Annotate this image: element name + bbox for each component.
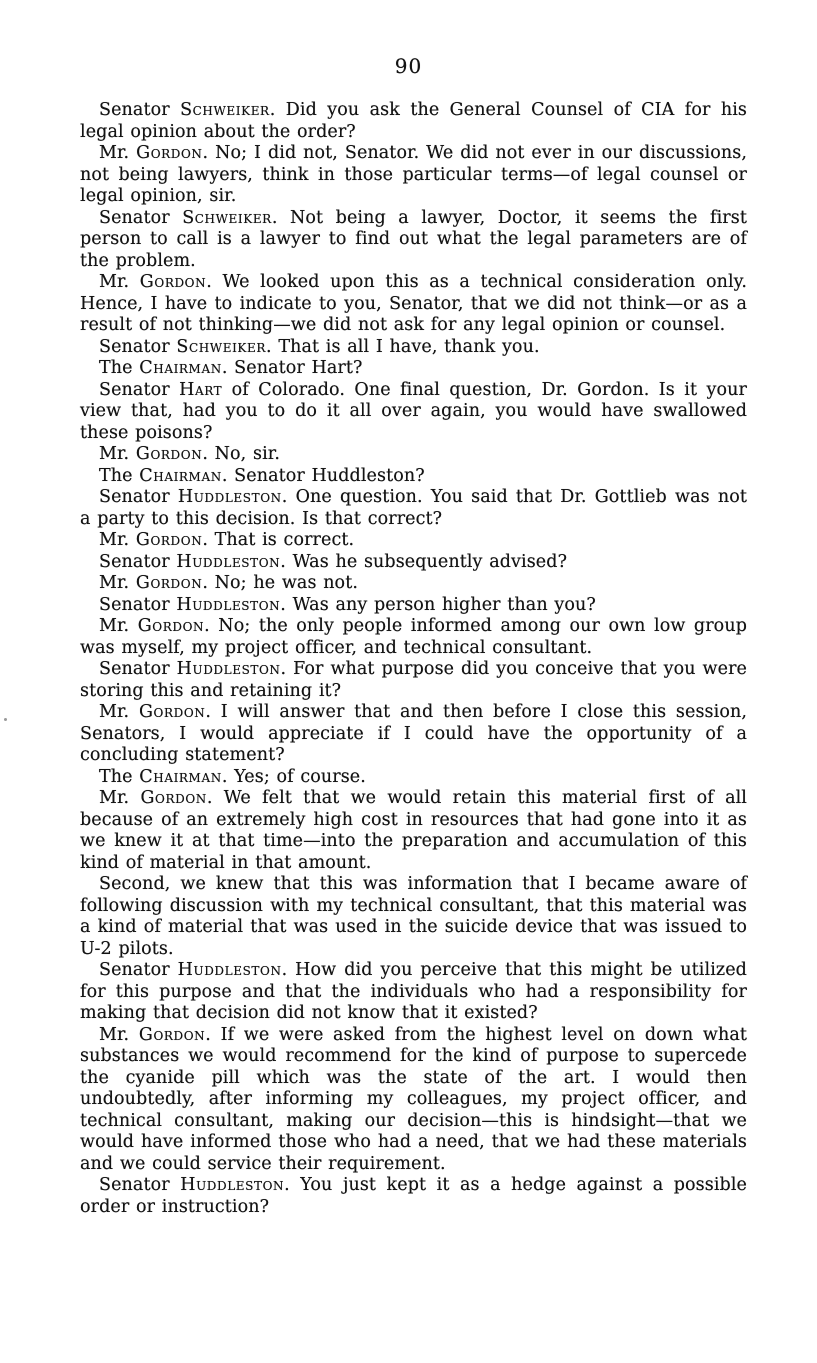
speaker-name: Huddleston (180, 1175, 285, 1195)
speaker-prefix: Mr. (99, 1024, 139, 1045)
transcript-paragraph (80, 100, 747, 143)
paragraph-text: . You just kept it as a hedge against a possible order or instruction? (80, 1175, 747, 1217)
speaker-prefix: Senator (99, 487, 178, 507)
speaker-prefix: Mr. (99, 573, 136, 593)
speaker-name: Gordon (138, 702, 206, 722)
scan-speck (4, 718, 7, 721)
speaker-prefix: Mr. (99, 530, 136, 550)
transcript-paragraph (80, 530, 747, 552)
transcript-paragraph (80, 272, 747, 337)
paragraph-text: . Was he subsequently advised? (280, 551, 568, 572)
speaker-prefix: Senator (99, 659, 177, 679)
transcript-paragraph (80, 487, 747, 530)
paragraph-text: . We looked upon this as a technical consideration only. Hence, I have to indicate to you, Senator, that we did not think—or as a result of not thinking—we did not ask for any legal opinion or counsel. (80, 272, 747, 335)
transcript-paragraph (80, 466, 747, 488)
speaker-name: Huddleston (176, 551, 281, 572)
speaker-prefix: Mr. (99, 272, 140, 292)
speaker-name: Schweiker (180, 100, 270, 120)
paragraph-text: . Senator Hart? (221, 358, 363, 378)
speaker-prefix: The (99, 766, 140, 787)
paragraph-text: . No; the only people informed among our own low group was myself, my project officer, and technical consultant. (80, 616, 747, 658)
speaker-name: Chairman (139, 766, 222, 787)
speaker-prefix: Senator (99, 207, 183, 228)
speaker-prefix: Mr. (99, 444, 136, 464)
transcript-paragraph (80, 337, 747, 359)
speaker-name: Gordon (140, 788, 207, 808)
speaker-prefix: Mr. (99, 788, 141, 808)
paragraph-text: . We felt that we would retain this material first of all because of an extremely high cost in resources that had gone into it as we knew it at that time—into the preparation and accumulation of this kind of material in that amount. (80, 788, 747, 873)
speaker-prefix: Mr. (99, 702, 139, 722)
transcript-paragraph (80, 552, 747, 574)
speaker-prefix: Senator (99, 336, 177, 357)
transcript-paragraph (80, 788, 747, 874)
paragraph-text: . How did you perceive that this might be utilized for this purpose and that the individuals who had a responsibility for making that decision did not know that it existed? (80, 960, 747, 1023)
speaker-name: Chairman (139, 465, 222, 486)
transcript-paragraph (80, 573, 747, 595)
transcript-paragraph (80, 208, 747, 273)
transcript-paragraph (80, 767, 747, 789)
speaker-prefix: Mr. (99, 143, 137, 163)
speaker-prefix: Senator (99, 1175, 181, 1195)
speaker-name: Gordon (138, 1024, 206, 1045)
paragraph-text: . Not being a lawyer, Doctor, it seems the first person to call is a lawyer to find out what the legal parameters are of the problem. (80, 207, 747, 271)
paragraph-text: . No; he was not. (202, 573, 358, 593)
speaker-prefix: Senator (99, 551, 177, 572)
paragraph-text: . Senator Huddleston? (221, 465, 425, 486)
transcript-paragraph (80, 1175, 747, 1218)
paragraph-text: . I will answer that and then before I close this session, Senators, I would appreciate if I could have the opportunity of a concluding statement? (80, 702, 748, 765)
speaker-name: Huddleston (177, 960, 282, 980)
transcript-paragraph (80, 616, 747, 659)
speaker-prefix: Senator (99, 100, 181, 120)
paragraph-text: . For what purpose did you conceive that you were storing this and retaining it? (80, 659, 747, 701)
transcript-paragraph (80, 358, 747, 380)
transcript-paragraph (80, 702, 747, 767)
transcript-paragraph (80, 874, 747, 960)
speaker-name: Gordon (135, 573, 203, 593)
transcript-paragraph (80, 1025, 747, 1176)
speaker-name: Gordon (135, 530, 203, 550)
transcript (80, 100, 747, 1218)
paragraph-text: Second, we knew that this was information that I became aware of following discussion with my technical consultant, that this material was a kind of material that was used in the suicide device that was issued to U-2 pilots. (80, 874, 747, 959)
speaker-name: Gordon (139, 272, 207, 292)
speaker-name: Schweiker (182, 207, 272, 228)
speaker-name: Gordon (135, 444, 203, 464)
speaker-prefix: Senator (99, 379, 180, 400)
speaker-name: Schweiker (176, 336, 266, 357)
transcript-paragraph (80, 960, 747, 1025)
page-number: 90 (394, 54, 423, 78)
speaker-prefix: The (99, 465, 140, 486)
paragraph-text: . Yes; of course. (221, 766, 366, 787)
speaker-name: Chairman (139, 358, 222, 378)
paragraph-text: . Did you ask the General Counsel of CIA for his legal opinion about the order? (80, 100, 747, 142)
paragraph-text: . That is all I have, thank you. (266, 336, 540, 357)
paragraph-text: . Was any person higher than you? (280, 594, 596, 615)
speaker-prefix: The (99, 358, 140, 378)
speaker-name: Gordon (136, 143, 203, 163)
transcript-paragraph (80, 595, 747, 617)
speaker-name: Gordon (137, 616, 205, 636)
paragraph-text: . No, sir. (202, 444, 280, 464)
speaker-name: Huddleston (176, 594, 281, 615)
speaker-name: Huddleston (176, 659, 281, 679)
paragraph-text: . If we were asked from the highest level on down what substances we would recommend for the kind of purpose to supercede the cyanide pill which was the state of the art. I would then undoubtedly, after informing my colleagues, my project officer, and technical consultant, making our decision—this is hindsight—that we would have informed those who had a need, that we had these materials and we could service their requirement. (80, 1024, 747, 1174)
paragraph-text: . No; I did not, Senator. We did not ever in our discussions, not being lawyers, think in those particular terms—of legal counsel or legal opinion, sir. (80, 143, 747, 206)
transcript-paragraph (80, 659, 747, 702)
transcript-paragraph (80, 143, 747, 208)
transcript-paragraph (80, 444, 747, 466)
paragraph-text: . One question. You said that Dr. Gottlieb was not a party to this decision. Is that correct? (80, 487, 747, 529)
speaker-prefix: Mr. (99, 616, 138, 636)
paragraph-text: . That is correct. (202, 530, 355, 550)
speaker-prefix: Senator (99, 594, 177, 615)
paragraph-text: of Colorado. One final question, Dr. Gordon. Is it your view that, had you to do it all over again, you would have swallowed these poisons? (80, 379, 747, 443)
transcript-paragraph (80, 380, 747, 445)
speaker-name: Hart (179, 379, 223, 400)
speaker-prefix: Senator (99, 960, 178, 980)
speaker-name: Huddleston (177, 487, 282, 507)
